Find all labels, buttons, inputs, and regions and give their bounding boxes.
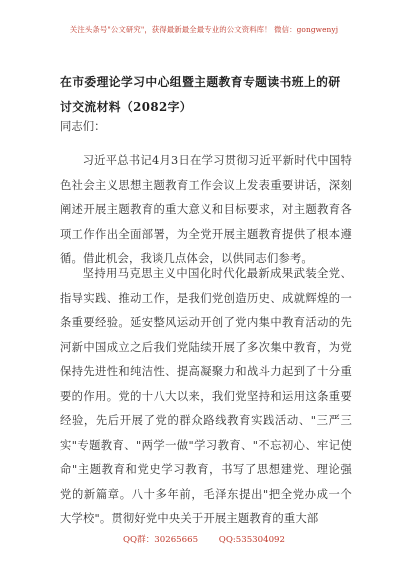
footer-contact bbox=[0, 533, 408, 545]
qq-text: QQ:535304092 bbox=[218, 535, 285, 545]
document-title: 在市委理论学习中心组暨主题教育专题读书班上的研讨交流材料（2082字） bbox=[60, 75, 341, 114]
salutation: 同志们： bbox=[60, 119, 106, 133]
header-note: 关注头条号"公文研究"，获得最新最全最专业的公文资料库！ 微信：gongwenyj bbox=[69, 25, 339, 34]
paragraph: 习近平总书记4月3日在学习贯彻习近平新时代中国特色社会主义思想主题教育工作会议上发表重要讲话，深刻阐述开展主题教育的重大意义和目标要求，对主题教育各项工作作出全面部署，为全党开展主题教育提供了根本遵循。借此机会，我谈几点体会，以供同志们参考。 bbox=[60, 154, 352, 265]
paragraph: 坚持用马克思主义中国化时代化最新成果武装全党、指导实践、推动工作，是我们党创造历史、成就辉煌的一条重要经验。延安整风运动开创了党内集中教育活动的先河新中国成立之后我们党陆续开展了多次集中教育，为党保持先进性和纯洁性、提高凝聚力和战斗力起到了十分重要的作用。党的十八大以来，我们党坚持和运用这条重要经验，先后开展了党的群众路线教育实践活动、"三严三实"专题教育、"两学一做"学习教育、"不忘初心、牢记使命"主题教育和党史学习教育，书写了思想建党、理论强党的新篇章。八十多年前，毛泽东提出"把全党办成一个大学校"。贯彻好党中央关于开展主题教育的重大部 bbox=[60, 267, 352, 525]
qq-group-text: QQ群：30265665 bbox=[123, 535, 199, 545]
